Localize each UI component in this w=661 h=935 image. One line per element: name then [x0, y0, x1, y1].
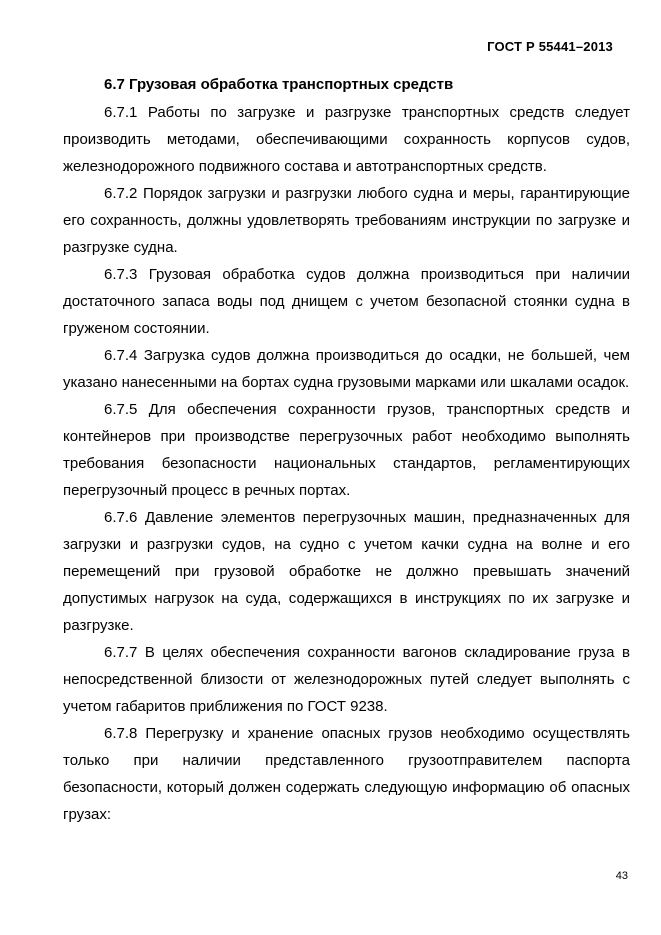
paragraph-6-7-5: 6.7.5 Для обеспечения сохранности грузов, транспортных средств и контейнеров при производстве перегрузочных работ необходимо выполнять требования безопасности национальных стандартов, регламентирующих перегрузочный процесс в речных портах.: [63, 401, 630, 499]
paragraph-6-7-6: 6.7.6 Давление элементов перегрузочных машин, предназначенных для загрузки и разгрузки судов, на судно с учетом качки судна на волне и его перемещений при грузовой обработке не должно превышать значений допустимых нагрузок на суда, содержащихся в инструкциях по их загрузке и разгрузке.: [63, 509, 630, 634]
page-number: 43: [615, 870, 628, 882]
paragraph-6-7-4: 6.7.4 Загрузка судов должна производиться до осадки, не большей, чем указано нанесенными на бортах судна грузовыми марками или шкалами осадок.: [63, 347, 630, 391]
document-code-header: ГОСТ Р 55441–2013: [487, 39, 613, 54]
paragraph-6-7-3: 6.7.3 Грузовая обработка судов должна производиться при наличии достаточного запаса воды под днищем с учетом безопасной стоянки судна в груженом состоянии.: [63, 266, 630, 337]
page-content: [63, 70, 630, 828]
section-title: 6.7 Грузовая обработка транспортных средств: [104, 76, 454, 93]
paragraph-6-7-8: 6.7.8 Перегрузку и хранение опасных грузов необходимо осуществлять только при наличии представленного грузоотправителем паспорта безопасности, который должен содержать следующую информацию об опасных грузах:: [63, 725, 630, 823]
paragraph-6-7-7: 6.7.7 В целях обеспечения сохранности вагонов складирование груза в непосредственной близости от железнодорожных путей следует выполнять с учетом габаритов приближения по ГОСТ 9238.: [63, 644, 630, 715]
paragraph-6-7-1: 6.7.1 Работы по загрузке и разгрузке транспортных средств следует производить методами, обеспечивающими сохранность корпусов судов, железнодорожного подвижного состава и автотранспортных средств.: [63, 104, 630, 175]
paragraph-6-7-2: 6.7.2 Порядок загрузки и разгрузки любого судна и меры, гарантирующие его сохранность, должны удовлетворять требованиям инструкции по загрузке и разгрузке судна.: [63, 185, 630, 256]
